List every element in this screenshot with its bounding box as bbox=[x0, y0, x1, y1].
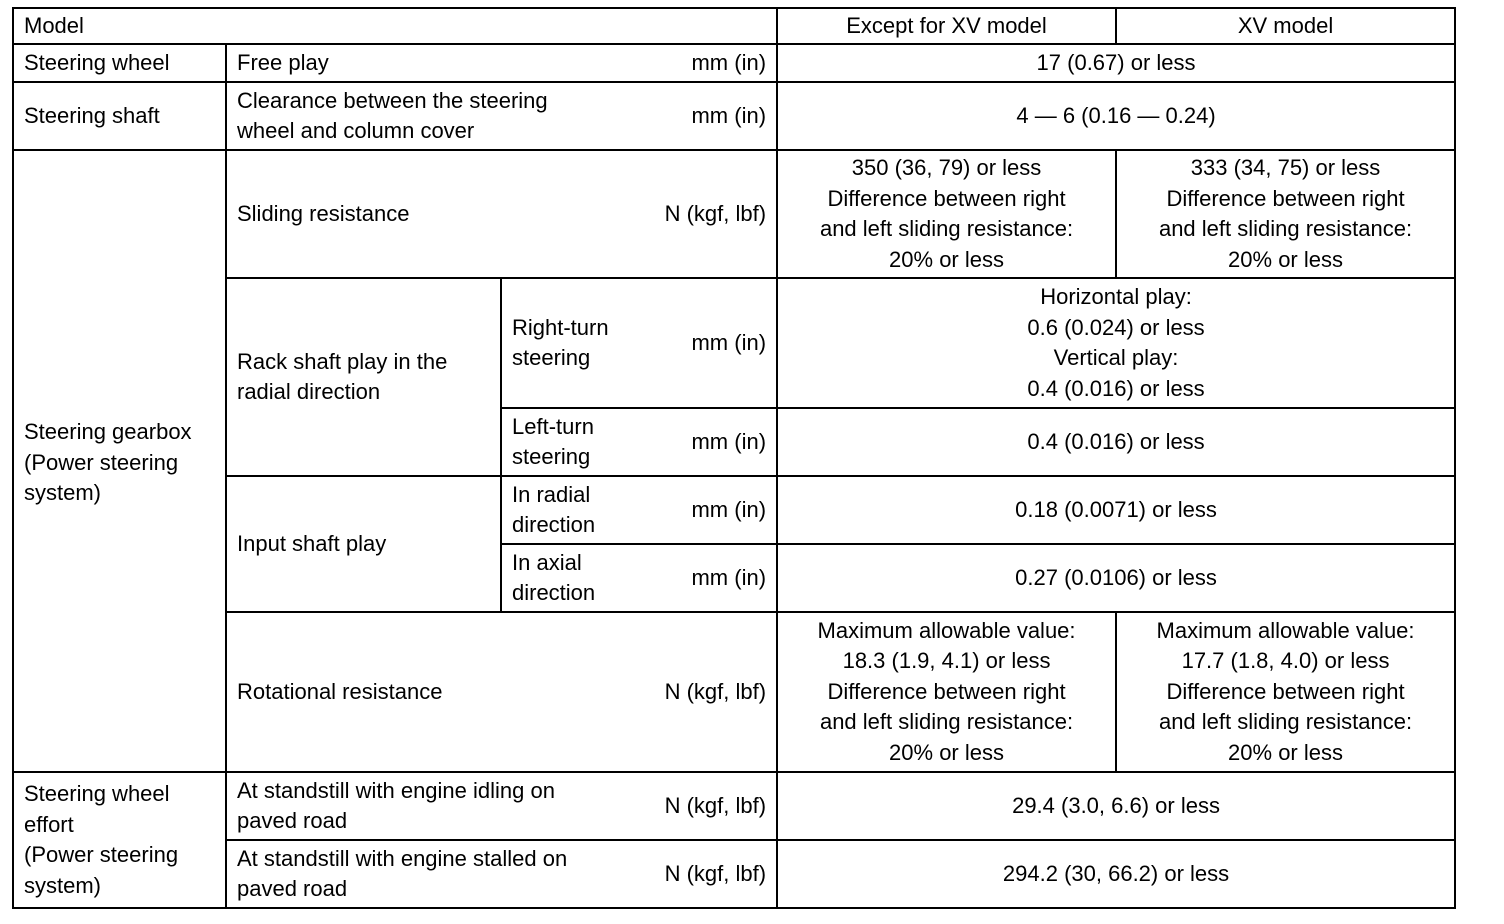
unit-label: mm (in) bbox=[691, 49, 767, 75]
value-line: Difference between right bbox=[1166, 678, 1405, 704]
unit-label: N (kgf, lbf) bbox=[664, 200, 767, 226]
item-rack-shaft-play bbox=[226, 278, 501, 476]
group-label-line: effort bbox=[24, 811, 74, 837]
value-line: Maximum allowable value: bbox=[817, 617, 1076, 643]
group-steering-shaft: Steering shaft bbox=[13, 82, 226, 150]
specification-table bbox=[12, 7, 1456, 909]
value-sliding-xv bbox=[1116, 150, 1455, 278]
value-line: 20% or less bbox=[889, 739, 1004, 765]
group-steering-wheel-effort bbox=[13, 772, 226, 908]
value-line: and left sliding resistance: bbox=[819, 709, 1074, 735]
unit-label: mm (in) bbox=[691, 428, 767, 454]
item-label-line: paved road bbox=[237, 876, 348, 901]
item-engine-idling bbox=[226, 772, 777, 840]
group-label-line: Steering wheel bbox=[24, 781, 170, 806]
item-label-line: paved road bbox=[237, 808, 348, 833]
value-line: 333 (34, 75) or less bbox=[1190, 155, 1381, 180]
item-label-line: Clearance between the steering bbox=[237, 87, 548, 113]
table-row bbox=[13, 612, 1455, 772]
item-rotational-resistance bbox=[226, 612, 777, 772]
unit-label: N (kgf, lbf) bbox=[664, 678, 767, 704]
header-model: Model bbox=[13, 8, 777, 44]
value-rotational-xv bbox=[1116, 612, 1455, 772]
value-free-play: 17 (0.67) or less bbox=[777, 44, 1455, 82]
unit-label: mm (in) bbox=[691, 102, 767, 128]
value-line: 20% or less bbox=[889, 246, 1004, 272]
sub-label-line: direction bbox=[512, 512, 596, 537]
value-line: 18.3 (1.9, 4.1) or less bbox=[842, 648, 1051, 674]
sub-axial-direction bbox=[501, 544, 777, 612]
item-input-shaft-play: Input shaft play bbox=[226, 476, 501, 612]
value-engine-idling: 29.4 (3.0, 6.6) or less bbox=[777, 772, 1455, 840]
header-except-xv: Except for XV model bbox=[777, 8, 1116, 44]
group-steering-wheel: Steering wheel bbox=[13, 44, 226, 82]
value-line: Difference between right bbox=[827, 678, 1066, 704]
value-line: 350 (36, 79) or less bbox=[851, 155, 1042, 180]
value-line: Difference between right bbox=[1166, 185, 1405, 211]
table-row bbox=[13, 82, 1455, 150]
item-sliding-resistance bbox=[226, 150, 777, 278]
unit-label: N (kgf, lbf) bbox=[664, 860, 767, 886]
sub-left-turn bbox=[501, 408, 777, 476]
group-label-line: Steering gearbox bbox=[24, 419, 192, 444]
sub-label-line: Right-turn bbox=[512, 314, 609, 340]
header-xv: XV model bbox=[1116, 8, 1455, 44]
value-line: 0.6 (0.024) or less bbox=[1027, 314, 1205, 340]
header-row bbox=[13, 8, 1455, 44]
unit-label: mm (in) bbox=[691, 329, 767, 355]
value-clearance: 4 — 6 (0.16 — 0.24) bbox=[777, 82, 1455, 150]
item-label-line: At standstill with engine stalled on bbox=[237, 845, 568, 871]
group-label-line: (Power steering bbox=[24, 842, 179, 867]
table-row bbox=[13, 476, 1455, 544]
item-engine-stalled bbox=[226, 840, 777, 908]
sub-radial-direction bbox=[501, 476, 777, 544]
value-left-turn: 0.4 (0.016) or less bbox=[777, 408, 1455, 476]
sub-label-line: In axial bbox=[512, 549, 582, 575]
group-label-line: system) bbox=[24, 872, 101, 898]
table-row bbox=[13, 278, 1455, 408]
value-line: and left sliding resistance: bbox=[1158, 709, 1413, 735]
table-row bbox=[13, 150, 1455, 278]
sub-label-line: In radial bbox=[512, 481, 591, 507]
table-row bbox=[13, 840, 1455, 908]
value-line: and left sliding resistance: bbox=[819, 216, 1074, 241]
sub-label-line: Left-turn bbox=[512, 413, 594, 439]
unit-label: mm (in) bbox=[691, 564, 767, 590]
value-axial-direction: 0.27 (0.0106) or less bbox=[777, 544, 1455, 612]
group-steering-gearbox bbox=[13, 150, 226, 772]
item-label-line: Rack shaft play in the bbox=[237, 348, 448, 374]
value-line: Vertical play: bbox=[1053, 345, 1179, 370]
item-label-line: wheel and column cover bbox=[237, 118, 475, 143]
value-engine-stalled: 294.2 (30, 66.2) or less bbox=[777, 840, 1455, 908]
value-line: Horizontal play: bbox=[1040, 284, 1192, 309]
item-label: Free play bbox=[237, 49, 329, 75]
unit-label: mm (in) bbox=[691, 496, 767, 522]
item-clearance bbox=[226, 82, 777, 150]
value-line: 17.7 (1.8, 4.0) or less bbox=[1181, 648, 1390, 674]
value-radial-direction: 0.18 (0.0071) or less bbox=[777, 476, 1455, 544]
group-label-line: system) bbox=[24, 480, 101, 505]
sub-label-line: direction bbox=[512, 580, 596, 605]
sub-label-line: steering bbox=[512, 444, 591, 469]
sub-label-line: steering bbox=[512, 345, 591, 370]
group-label-line: (Power steering bbox=[24, 449, 179, 475]
value-sliding-except-xv bbox=[777, 150, 1116, 278]
value-line: 20% or less bbox=[1228, 739, 1343, 765]
unit-label: N (kgf, lbf) bbox=[664, 792, 767, 818]
table-row bbox=[13, 44, 1455, 82]
value-line: and left sliding resistance: bbox=[1158, 216, 1413, 241]
value-line: Difference between right bbox=[827, 185, 1066, 211]
item-label-line: radial direction bbox=[237, 379, 381, 404]
value-right-turn bbox=[777, 278, 1455, 408]
value-line: Maximum allowable value: bbox=[1156, 617, 1415, 643]
value-line: 0.4 (0.016) or less bbox=[1027, 375, 1205, 401]
item-label: Sliding resistance bbox=[237, 200, 410, 226]
table-row bbox=[13, 772, 1455, 840]
value-rotational-except-xv bbox=[777, 612, 1116, 772]
item-free-play bbox=[226, 44, 777, 82]
value-line: 20% or less bbox=[1228, 246, 1343, 272]
item-label-line: At standstill with engine idling on bbox=[237, 777, 555, 803]
sub-right-turn bbox=[501, 278, 777, 408]
item-label: Rotational resistance bbox=[237, 678, 443, 704]
